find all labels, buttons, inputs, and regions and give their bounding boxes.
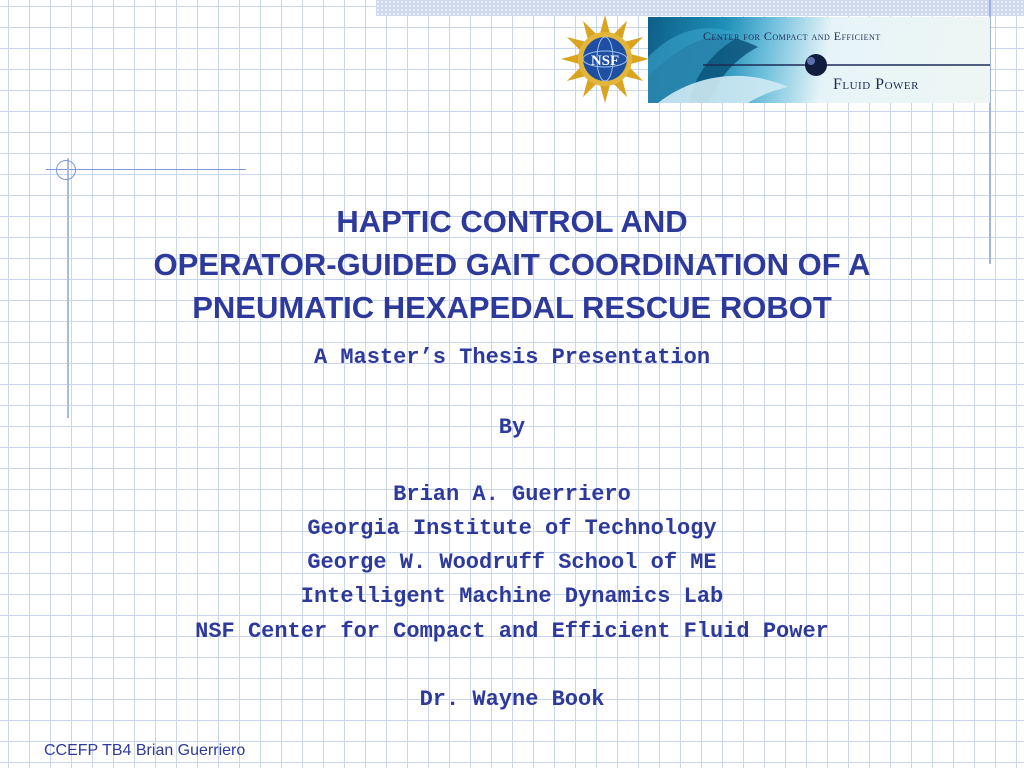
title-line-1: HAPTIC CONTROL AND: [336, 204, 688, 239]
by-label: By: [498, 415, 526, 440]
ornament-ring: [56, 160, 76, 180]
title-line-3: PNEUMATIC HEXAPEDAL RESCUE ROBOT: [192, 290, 832, 325]
ccefp-wave-graphic: [648, 17, 990, 103]
affiliation-line: Georgia Institute of Technology: [307, 516, 717, 541]
slide-title: [60, 200, 964, 329]
nsf-logo-text: NSF: [590, 53, 620, 69]
ccefp-logo-line2: Fluid Power: [833, 76, 919, 93]
nsf-logo: [560, 14, 650, 104]
ornament-horizontal-line: [46, 169, 246, 170]
ccefp-logo-line1: Center for Compact and Efficient: [703, 29, 881, 43]
title-line-2: OPERATOR-GUIDED GAIT COORDINATION OF A: [153, 247, 871, 282]
advisor-name: Dr. Wayne Book: [419, 687, 605, 712]
subtitle: A Master’s Thesis Presentation: [313, 345, 711, 370]
slide-footer: CCEFP TB4 Brian Guerriero: [44, 742, 246, 759]
affiliation-line: Intelligent Machine Dynamics Lab: [300, 584, 724, 609]
author-name: Brian A. Guerriero: [393, 482, 631, 507]
affiliation-line: George W. Woodruff School of ME: [307, 550, 717, 575]
top-dotted-band: [376, 0, 1024, 16]
ccefp-logo-banner: [648, 17, 990, 103]
affiliation-line: NSF Center for Compact and Efficient Fluid Power: [195, 619, 829, 644]
